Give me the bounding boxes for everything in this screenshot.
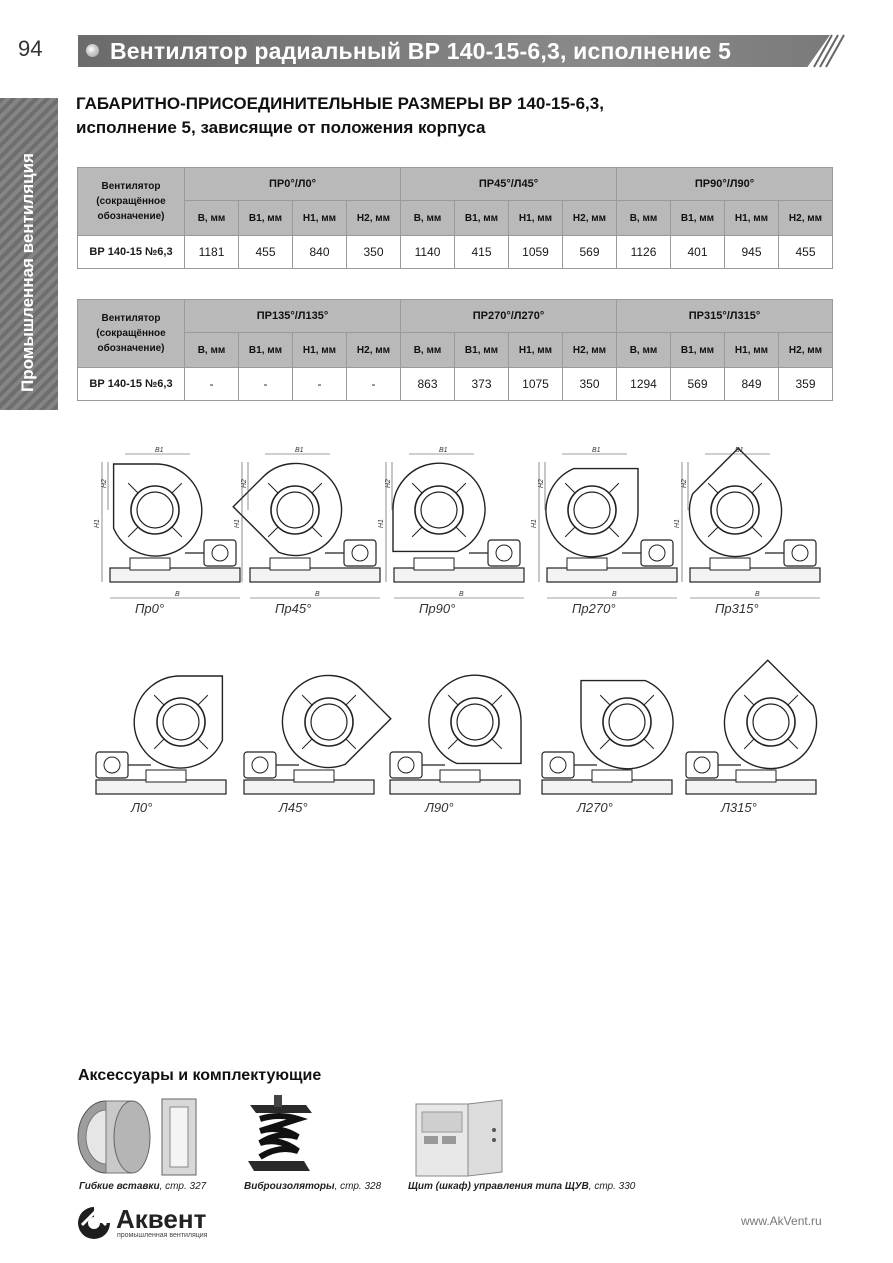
fan-diagram xyxy=(86,660,236,825)
column-header: Н2, мм xyxy=(347,333,401,368)
fan-header-line: (сокращённое xyxy=(96,328,166,339)
column-header: Н2, мм xyxy=(563,333,617,368)
support-block xyxy=(440,770,480,782)
dim-b-label: B xyxy=(315,591,320,598)
inlet-inner xyxy=(311,704,347,740)
fan-drawing xyxy=(686,660,833,794)
diagram-caption: Л45° xyxy=(279,800,308,815)
inlet-inner xyxy=(753,704,789,740)
fan-drawing xyxy=(233,444,380,598)
flexible-insert-image xyxy=(76,1095,200,1177)
accessory-caption[interactable] xyxy=(79,1181,206,1192)
inlet-inner xyxy=(717,492,753,528)
group-header: ПР270°/Л270° xyxy=(401,300,617,333)
dim-h1-label: H1 xyxy=(234,519,241,528)
motor-end xyxy=(550,757,566,773)
value-cell: - xyxy=(239,368,293,401)
fan-diagram xyxy=(531,447,687,613)
column-header: Н1, мм xyxy=(725,201,779,236)
column-header: В1, мм xyxy=(455,201,509,236)
accessory-name: Виброизоляторы xyxy=(244,1181,335,1192)
page-title: Вентилятор радиальный ВР 140-15-6,3, исполнение 5 xyxy=(110,38,732,64)
sidebar-label: Промышленная вентиляция xyxy=(18,153,37,392)
accessory-page: , стр. 330 xyxy=(588,1181,636,1192)
fan-diagram xyxy=(378,447,534,613)
column-header: В1, мм xyxy=(239,333,293,368)
value-cell: 1126 xyxy=(617,236,671,269)
support-block xyxy=(414,558,454,570)
group-header: ПР0°/Л0° xyxy=(185,168,401,201)
support-block xyxy=(710,558,750,570)
section-title-line1: ГАБАРИТНО-ПРИСОЕДИНИТЕЛЬНЫЕ РАЗМЕРЫ ВР 140-15-6,3, xyxy=(76,94,604,113)
value-cell: 1059 xyxy=(509,236,563,269)
value-cell: - xyxy=(185,368,239,401)
dim-h2-label: H2 xyxy=(538,479,545,488)
diagram-caption: Л315° xyxy=(721,800,757,815)
fan-diagram xyxy=(380,660,530,825)
accessory-name: Гибкие вставки xyxy=(79,1181,160,1192)
support-block xyxy=(567,558,607,570)
support-block xyxy=(592,770,632,782)
value-cell: 569 xyxy=(563,236,617,269)
page-number: 94 xyxy=(18,36,43,61)
column-header: Н1, мм xyxy=(293,201,347,236)
control-cabinet-image xyxy=(410,1100,508,1178)
dim-h2-label: H2 xyxy=(241,479,248,488)
support-block xyxy=(270,558,310,570)
support-block xyxy=(130,558,170,570)
column-header: В1, мм xyxy=(671,201,725,236)
motor-end xyxy=(792,545,808,561)
diagram-caption: Пр315° xyxy=(715,601,759,616)
value-cell: 849 xyxy=(725,368,779,401)
dim-b1-label: B1 xyxy=(295,447,304,454)
group-header: ПР315°/Л315° xyxy=(617,300,833,333)
section-title xyxy=(76,92,604,140)
inlet-inner xyxy=(277,492,313,528)
value-cell: - xyxy=(293,368,347,401)
fan-header-line: (сокращённое xyxy=(96,196,166,207)
value-cell: 415 xyxy=(455,236,509,269)
dim-b-label: B xyxy=(175,591,180,598)
value-cell: 455 xyxy=(779,236,833,269)
accessory-name: Щит (шкаф) управления типа ЩУВ xyxy=(408,1181,589,1192)
company-logo-icon xyxy=(74,1205,114,1239)
value-cell: 840 xyxy=(293,236,347,269)
column-header: Н1, мм xyxy=(725,333,779,368)
fan-diagram xyxy=(94,447,250,613)
value-cell: 1140 xyxy=(401,236,455,269)
vibration-isolator-image xyxy=(246,1095,312,1177)
dim-b-label: B xyxy=(612,591,617,598)
column-header: В, мм xyxy=(617,201,671,236)
group-header: ПР45°/Л45° xyxy=(401,168,617,201)
fan-header-line: Вентилятор xyxy=(101,313,161,324)
column-header: В, мм xyxy=(617,333,671,368)
motor-end xyxy=(694,757,710,773)
diagram-caption: Л270° xyxy=(577,800,613,815)
column-header: Н2, мм xyxy=(779,333,833,368)
fan-name-cell: ВР 140-15 №6,3 xyxy=(78,368,185,401)
dim-h2-label: H2 xyxy=(681,479,688,488)
motor-end xyxy=(352,545,368,561)
dim-b1-label: B1 xyxy=(735,447,744,454)
motor-end xyxy=(649,545,665,561)
fan-diagram xyxy=(234,660,384,825)
diagram-caption: Пр0° xyxy=(135,601,165,616)
value-cell: 1075 xyxy=(509,368,563,401)
value-cell: 1294 xyxy=(617,368,671,401)
motor-end xyxy=(496,545,512,561)
inlet-inner xyxy=(137,492,173,528)
value-cell: 863 xyxy=(401,368,455,401)
value-cell: 373 xyxy=(455,368,509,401)
dim-h1-label: H1 xyxy=(531,519,538,528)
support-block xyxy=(294,770,334,782)
column-header: В, мм xyxy=(401,333,455,368)
fan-header-line: обозначение) xyxy=(97,211,165,222)
value-cell: 1181 xyxy=(185,236,239,269)
accessory-caption[interactable] xyxy=(408,1181,635,1192)
inlet-inner xyxy=(421,492,457,528)
fan-header-line: обозначение) xyxy=(97,343,165,354)
motor-end xyxy=(212,545,228,561)
company-logo-text: Аквент xyxy=(116,1204,207,1234)
column-header: Н1, мм xyxy=(509,201,563,236)
fan-drawing xyxy=(94,447,240,598)
header-hatch-decoration xyxy=(806,35,848,67)
dim-b1-label: B1 xyxy=(592,447,601,454)
motor-end xyxy=(398,757,414,773)
value-cell: 455 xyxy=(239,236,293,269)
dim-h2-label: H2 xyxy=(385,479,392,488)
column-header: В1, мм xyxy=(239,201,293,236)
diagram-caption: Пр270° xyxy=(572,601,616,616)
diagram-caption: Пр90° xyxy=(419,601,456,616)
inlet-inner xyxy=(574,492,610,528)
dim-b-label: B xyxy=(459,591,464,598)
dim-b1-label: B1 xyxy=(155,447,164,454)
table-row xyxy=(78,236,833,269)
fan-header-cell xyxy=(78,300,185,368)
diagram-caption: Л0° xyxy=(131,800,153,815)
column-header: Н2, мм xyxy=(779,201,833,236)
table-row xyxy=(78,368,833,401)
value-cell: 359 xyxy=(779,368,833,401)
inlet-inner xyxy=(457,704,493,740)
group-header: ПР90°/Л90° xyxy=(617,168,833,201)
inlet-inner xyxy=(163,704,199,740)
group-header: ПР135°/Л135° xyxy=(185,300,401,333)
inlet-inner xyxy=(609,704,645,740)
column-header: Н1, мм xyxy=(293,333,347,368)
column-header: В, мм xyxy=(185,333,239,368)
fan-drawing xyxy=(673,447,820,598)
fan-header-cell xyxy=(78,168,185,236)
motor-end xyxy=(252,757,268,773)
value-cell: 569 xyxy=(671,368,725,401)
fan-header-line: Вентилятор xyxy=(101,181,161,192)
dim-b-label: B xyxy=(755,591,760,598)
accessories-title: Аксессуары и комплектующие xyxy=(78,1067,322,1084)
dim-b1-label: B1 xyxy=(439,447,448,454)
fan-diagram xyxy=(234,447,390,613)
dim-h1-label: H1 xyxy=(674,519,681,528)
accessory-page: , стр. 328 xyxy=(334,1181,382,1192)
diagram-caption: Л90° xyxy=(425,800,454,815)
fan-drawing xyxy=(244,656,391,794)
value-cell: 401 xyxy=(671,236,725,269)
accessory-caption[interactable] xyxy=(244,1181,381,1192)
value-cell: 945 xyxy=(725,236,779,269)
column-header: Н1, мм xyxy=(509,333,563,368)
dim-h2-label: H2 xyxy=(101,479,108,488)
fan-drawing xyxy=(96,676,226,794)
dimensions-table-1 xyxy=(77,167,833,269)
website-link[interactable]: www.AkVent.ru xyxy=(741,1214,822,1228)
diagram-caption: Пр45° xyxy=(275,601,312,616)
dim-h1-label: H1 xyxy=(378,519,385,528)
fan-diagram xyxy=(674,447,830,613)
dim-h1-label: H1 xyxy=(94,519,101,528)
column-header: В1, мм xyxy=(671,333,725,368)
motor-end xyxy=(104,757,120,773)
support-block xyxy=(736,770,776,782)
company-logo-subtext: промышленная вентиляция xyxy=(117,1232,208,1239)
value-cell: 350 xyxy=(563,368,617,401)
fan-name-cell: ВР 140-15 №6,3 xyxy=(78,236,185,269)
column-header: В, мм xyxy=(401,201,455,236)
support-block xyxy=(146,770,186,782)
fan-drawing xyxy=(378,447,524,598)
fan-drawing xyxy=(531,447,677,598)
dimensions-table-2 xyxy=(77,299,833,401)
value-cell: - xyxy=(347,368,401,401)
column-header: Н2, мм xyxy=(563,201,617,236)
header-bullet-icon xyxy=(86,44,99,57)
column-header: В, мм xyxy=(185,201,239,236)
accessory-page: , стр. 327 xyxy=(159,1181,207,1192)
column-header: Н2, мм xyxy=(347,201,401,236)
section-title-line2: исполнение 5, зависящие от положения корпуса xyxy=(76,118,486,137)
column-header: В1, мм xyxy=(455,333,509,368)
fan-drawing xyxy=(390,675,521,794)
value-cell: 350 xyxy=(347,236,401,269)
fan-drawing xyxy=(542,681,673,794)
